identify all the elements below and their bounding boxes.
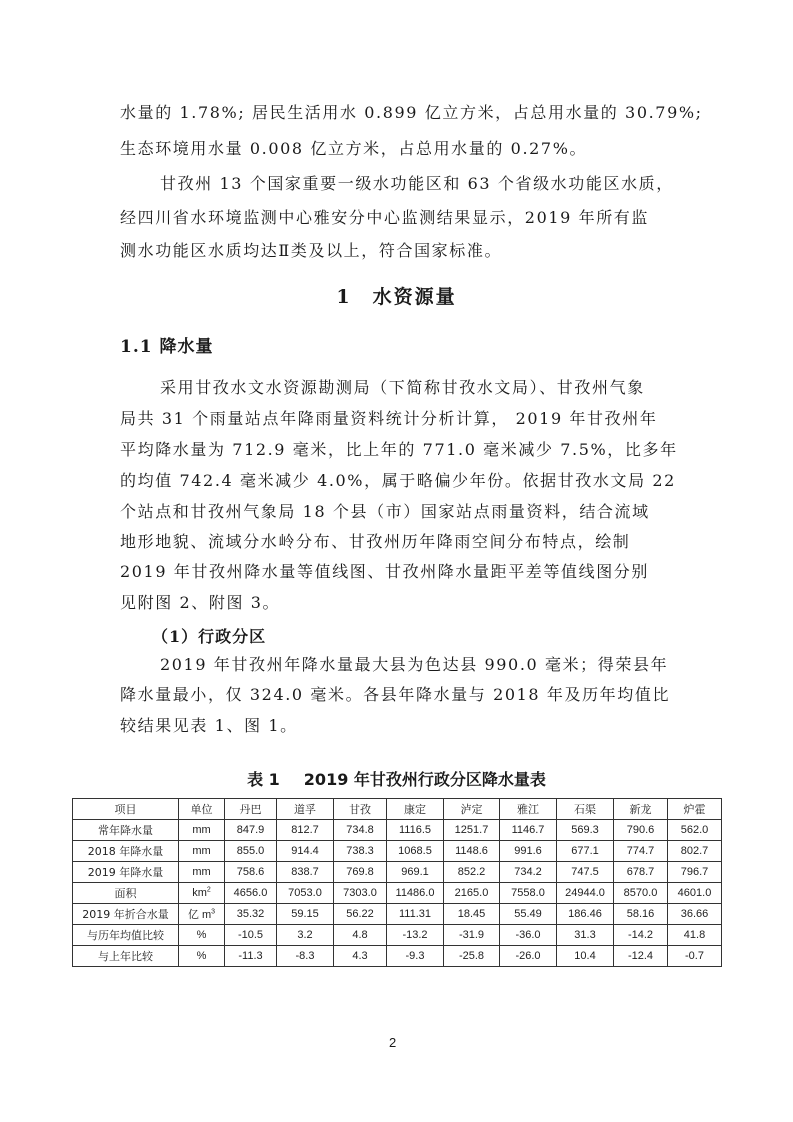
body-text-line: 经四川省水环境监测中心雅安分中心监测结果显示，2019 年所有监 (120, 208, 650, 227)
unit-cell (179, 946, 225, 967)
data-cell: 4.8 (334, 925, 387, 946)
row-label: 2019 年折合水量 (73, 904, 179, 925)
data-cell: 734.2 (500, 862, 557, 883)
data-cell: 1251.7 (444, 820, 500, 841)
data-cell: 738.3 (334, 841, 387, 862)
unit-cell (179, 820, 225, 841)
table-row (73, 904, 722, 925)
data-cell: 31.3 (557, 925, 614, 946)
data-cell: -25.8 (444, 946, 500, 967)
data-cell: 4601.0 (668, 883, 722, 904)
data-cell: 774.7 (614, 841, 668, 862)
unit-text: mm (192, 845, 211, 857)
unit-text: km (192, 887, 207, 899)
data-cell: -26.0 (500, 946, 557, 967)
column-header: 甘孜 (334, 799, 387, 820)
unit-cell (179, 862, 225, 883)
data-cell: 678.7 (614, 862, 668, 883)
body-text-line: 2019 年甘孜州年降水量最大县为色达县 990.0 毫米；得荣县年 (160, 655, 669, 674)
data-cell: -12.4 (614, 946, 668, 967)
data-cell: -13.2 (387, 925, 444, 946)
data-cell: 56.22 (334, 904, 387, 925)
data-cell: 11486.0 (387, 883, 444, 904)
table-row (73, 925, 722, 946)
body-text-line: 甘孜州 13 个国家重要一级水功能区和 63 个省级水功能区水质， (160, 174, 674, 193)
data-cell: 914.4 (277, 841, 334, 862)
data-cell: 10.4 (557, 946, 614, 967)
table-row (73, 841, 722, 862)
column-header: 丹巴 (225, 799, 277, 820)
data-cell: 1148.6 (444, 841, 500, 862)
table-caption-label: 表 1 (247, 770, 280, 789)
column-header: 泸定 (444, 799, 500, 820)
table-row (73, 862, 722, 883)
data-cell: 734.8 (334, 820, 387, 841)
data-cell: 7558.0 (500, 883, 557, 904)
data-cell: 1116.5 (387, 820, 444, 841)
data-cell: 562.0 (668, 820, 722, 841)
column-header: 康定 (387, 799, 444, 820)
data-cell: 677.1 (557, 841, 614, 862)
data-cell: 3.2 (277, 925, 334, 946)
data-cell: 802.7 (668, 841, 722, 862)
data-cell: -0.7 (668, 946, 722, 967)
data-cell: 41.8 (668, 925, 722, 946)
data-cell: 55.49 (500, 904, 557, 925)
data-cell: 852.2 (444, 862, 500, 883)
data-cell: -10.5 (225, 925, 277, 946)
data-cell: 790.6 (614, 820, 668, 841)
row-label: 2018 年降水量 (73, 841, 179, 862)
data-cell: 1146.7 (500, 820, 557, 841)
unit-superscript: 2 (206, 886, 211, 894)
unit-cell (179, 904, 225, 925)
column-header: 雅江 (500, 799, 557, 820)
table-header-row (73, 799, 722, 820)
unit-cell (179, 883, 225, 904)
data-cell: -36.0 (500, 925, 557, 946)
column-header: 项目 (73, 799, 179, 820)
data-cell: 991.6 (500, 841, 557, 862)
row-label: 常年降水量 (73, 820, 179, 841)
section-title: 1 水资源量 (336, 286, 457, 308)
body-text-line: 降水量最小，仅 324.0 毫米。各县年降水量与 2018 年及历年均值比 (120, 685, 671, 704)
data-cell: 58.16 (614, 904, 668, 925)
data-cell: 186.46 (557, 904, 614, 925)
data-cell: 796.7 (668, 862, 722, 883)
data-cell: 812.7 (277, 820, 334, 841)
unit-text: % (196, 950, 207, 962)
body-text-line: 水量的 1.78%; 居民生活用水 0.899 亿立方米，占总用水量的 30.79%; (120, 103, 703, 122)
unit-cell (179, 841, 225, 862)
column-header: 炉霍 (668, 799, 722, 820)
unit-text: mm (192, 824, 211, 836)
data-cell: -31.9 (444, 925, 500, 946)
data-cell: -11.3 (225, 946, 277, 967)
subsubsection-title: （1）行政分区 (152, 627, 267, 646)
body-text-line: 的均值 742.4 毫米减少 4.0%，属于略偏少年份。依据甘孜水文局 22 (120, 471, 676, 490)
data-cell: 4.3 (334, 946, 387, 967)
data-cell: 111.31 (387, 904, 444, 925)
unit-text: 亿 m (187, 909, 212, 921)
body-text-line: 见附图 2、附图 3。 (120, 593, 281, 612)
unit-text: % (196, 929, 207, 941)
row-label: 2019 年降水量 (73, 862, 179, 883)
data-cell: 569.3 (557, 820, 614, 841)
table-row (73, 946, 722, 967)
data-cell: 24944.0 (557, 883, 614, 904)
row-label: 面积 (73, 883, 179, 904)
data-cell: 838.7 (277, 862, 334, 883)
row-label: 与上年比较 (73, 946, 179, 967)
column-header: 新龙 (614, 799, 668, 820)
table-row (73, 883, 722, 904)
subsection-title: 1.1 降水量 (120, 337, 214, 357)
data-cell: 969.1 (387, 862, 444, 883)
body-text-line: 生态环境用水量 0.008 亿立方米，占总用水量的 0.27%。 (120, 139, 588, 158)
row-label: 与历年均值比较 (73, 925, 179, 946)
data-cell: 36.66 (668, 904, 722, 925)
data-cell: 4656.0 (225, 883, 277, 904)
table-row (73, 820, 722, 841)
body-text-line: 局共 31 个雨量站点年降雨量资料统计分析计算， 2019 年甘孜州年 (120, 409, 658, 428)
data-cell: -14.2 (614, 925, 668, 946)
body-text-line: 测水功能区水质均达Ⅱ类及以上，符合国家标准。 (120, 241, 503, 260)
precipitation-table (72, 798, 722, 967)
table-caption (0, 767, 793, 790)
data-cell: 1068.5 (387, 841, 444, 862)
data-cell: 847.9 (225, 820, 277, 841)
column-header: 石渠 (557, 799, 614, 820)
data-cell: 7303.0 (334, 883, 387, 904)
column-header: 单位 (179, 799, 225, 820)
body-text-line: 个站点和甘孜州气象局 18 个县（市）国家站点雨量资料，结合流域 (120, 502, 650, 521)
data-cell: -8.3 (277, 946, 334, 967)
unit-superscript: 3 (211, 908, 216, 916)
table-caption-title: 2019 年甘孜州行政分区降水量表 (303, 770, 546, 789)
column-header: 道孚 (277, 799, 334, 820)
data-cell: 18.45 (444, 904, 500, 925)
data-cell: 7053.0 (277, 883, 334, 904)
body-text-line: 地形地貌、流域分水岭分布、甘孜州历年降雨空间分布特点，绘制 (120, 532, 631, 551)
data-cell: 8570.0 (614, 883, 668, 904)
body-text-line: 2019 年甘孜州降水量等值线图、甘孜州降水量距平差等值线图分别 (120, 562, 650, 581)
data-cell: 2165.0 (444, 883, 500, 904)
body-text-line: 平均降水量为 712.9 毫米，比上年的 771.0 毫米减少 7.5%，比多年 (120, 440, 678, 459)
body-text-line: 采用甘孜水文水资源勘测局（下简称甘孜水文局）、甘孜州气象 (160, 378, 645, 397)
page-number: 2 (389, 1035, 397, 1050)
data-cell: 747.5 (557, 862, 614, 883)
unit-cell (179, 925, 225, 946)
data-cell: 769.8 (334, 862, 387, 883)
data-cell: 855.0 (225, 841, 277, 862)
data-cell: 59.15 (277, 904, 334, 925)
body-text-line: 较结果见表 1、图 1。 (120, 716, 298, 735)
data-cell: -9.3 (387, 946, 444, 967)
data-cell: 35.32 (225, 904, 277, 925)
data-cell: 758.6 (225, 862, 277, 883)
unit-text: mm (192, 866, 211, 878)
